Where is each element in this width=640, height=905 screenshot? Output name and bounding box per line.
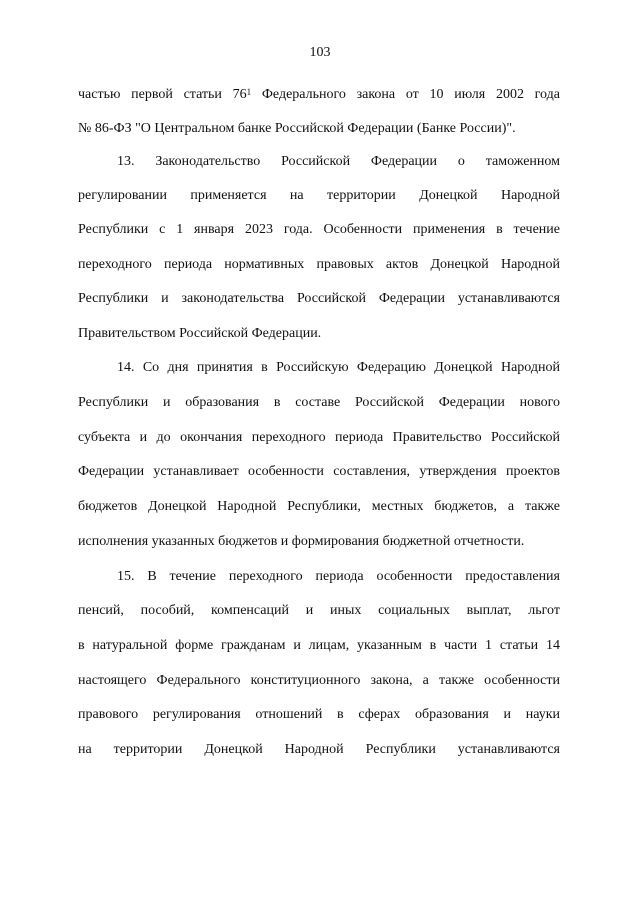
text-line: пенсий, пособий, компенсаций и иных социальных выплат, льгот: [78, 603, 560, 618]
text-line: Республики и законодательства Российской Федерации устанавливаются: [78, 291, 560, 306]
paragraph-15-start: 15. В течение переходного периода особенности предоставления: [117, 569, 560, 584]
text-line: регулировании применяется на территории Донецкой Народной: [78, 188, 560, 203]
text-line: частью первой статьи $76^1$ Федерального закона от 10 июля 2002 года: [78, 87, 560, 102]
text-line: Федерации устанавливает особенности составления, утверждения проектов: [78, 464, 560, 479]
superscript: 1: [246, 87, 252, 97]
text-line: на территории Донецкой Народной Республики устанавливаются: [78, 742, 560, 757]
page-number: 103: [309, 45, 331, 60]
text-line: субъекта и до окончания переходного периода Правительство Российской: [78, 430, 560, 445]
text-line: переходного периода нормативных правовых актов Донецкой Народной: [78, 257, 560, 272]
text-line: Республики с 1 января 2023 года. Особенности применения в течение: [78, 222, 560, 237]
paragraph-13-start: 13. Законодательство Российской Федерации о таможенном: [117, 154, 560, 169]
paragraph-14-start: 14. Со дня принятия в Российскую Федерацию Донецкой Народной: [117, 360, 560, 375]
text-line: бюджетов Донецкой Народной Республики, местных бюджетов, а также: [78, 499, 560, 514]
text-line: Республики и образования в составе Российской Федерации нового: [78, 395, 560, 410]
text-line: Правительством Российской Федерации.: [78, 326, 322, 341]
text-line: исполнения указанных бюджетов и формирования бюджетной отчетности.: [78, 534, 525, 549]
text-line: № 86-ФЗ "О Центральном банке Российской Федерации (Банке России)".: [78, 121, 516, 136]
text-line: правового регулирования отношений в сферах образования и науки: [78, 707, 560, 722]
text-line: в натуральной форме гражданам и лицам, указанным в части 1 статьи 14: [78, 638, 560, 653]
text-line: настоящего Федерального конституционного закона, а также особенности: [78, 673, 560, 688]
